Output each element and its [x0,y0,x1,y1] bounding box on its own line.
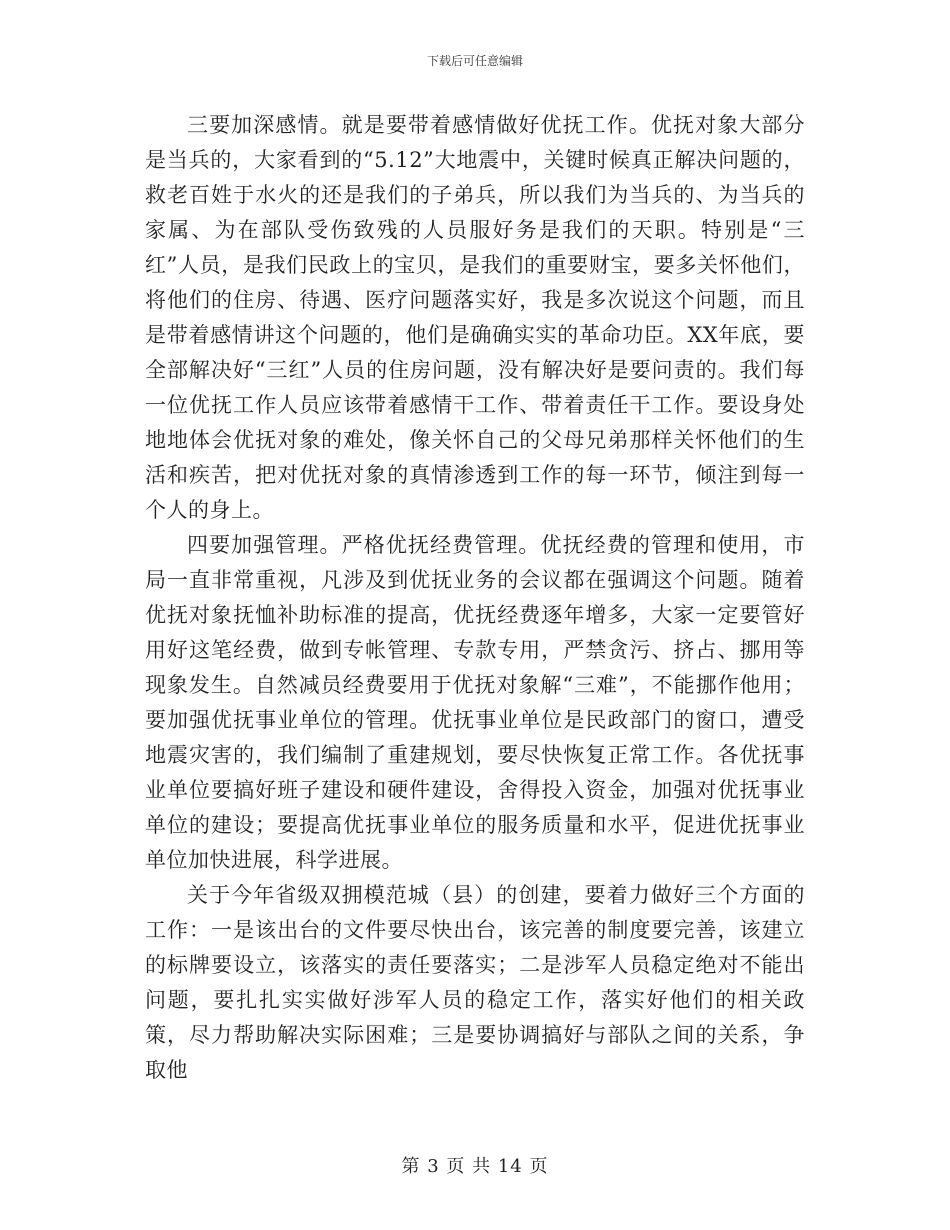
page-number-footer: 第 3 页 共 14 页 [401,1156,549,1177]
header-note: 下载后可任意编辑 [426,54,523,68]
paragraph-model-city-creation: 关于今年省级双拥模范城（县）的创建，要着力做好三个方面的工作：一是该出台的文件要尽快出台，该完善的制度要完善，该建立的标牌要设立，该落实的责任要落实；二是涉军人员稳定绝对不能出问题，要扎扎实实做好涉军人员的稳定工作，落实好他们的相关政策，尽力帮助解决实际困难；三是要协调搞好与部队之间的关系，争取他 [145,883,805,1082]
paragraph-deepen-feelings: 三要加深感情。就是要带着感情做好优抚工作。优抚对象大部分是当兵的，大家看到的“5.12”大地震中，关键时候真正解决问题的，救老百姓于水火的还是我们的子弟兵，所以我们为当兵的、为当兵的家属、为在部队受伤致残的人员服好务是我们的天职。特别是“三红”人员，是我们民政上的宝贝，是我们的重要财宝，要多关怀他们，将他们的住房、待遇、医疗问题落实好，我是多次说这个问题，而且是带着感情讲这个问题的，他们是确确实实的革命功臣。XX年底，要全部解决好“三红”人员的住房问题，没有解决好是要问责的。我们每一位优抚工作人员应该带着感情干工作、带着责任干工作。要设身处地地体会优抚对象的难处，像关怀自己的父母兄弟那样关怀他们的生活和疾苦，把对优抚对象的真情渗透到工作的每一环节，倾注到每一个人的身上。 [145,113,805,522]
paragraph-strengthen-management: 四要加强管理。严格优抚经费管理。优抚经费的管理和使用，市局一直非常重视，凡涉及到优抚业务的会议都在强调这个问题。随着优抚对象抚恤补助标准的提高，优抚经费逐年增多，大家一定要管好用好这笔经费，做到专帐管理、专款专用，严禁贪污、挤占、挪用等现象发生。自然减员经费要用于优抚对象解“三难”，不能挪作他用；要加强优抚事业单位的管理。优抚事业单位是民政部门的窗口，遭受地震灾害的，我们编制了重建规划，要尽快恢复正常工作。各优抚事业单位要搞好班子建设和硬件建设，舍得投入资金，加强对优抚事业单位的建设；要提高优抚事业单位的服务质量和水平，促进优抚事业单位加快进展，科学进展。 [145,533,805,872]
document-body [145,108,805,1088]
